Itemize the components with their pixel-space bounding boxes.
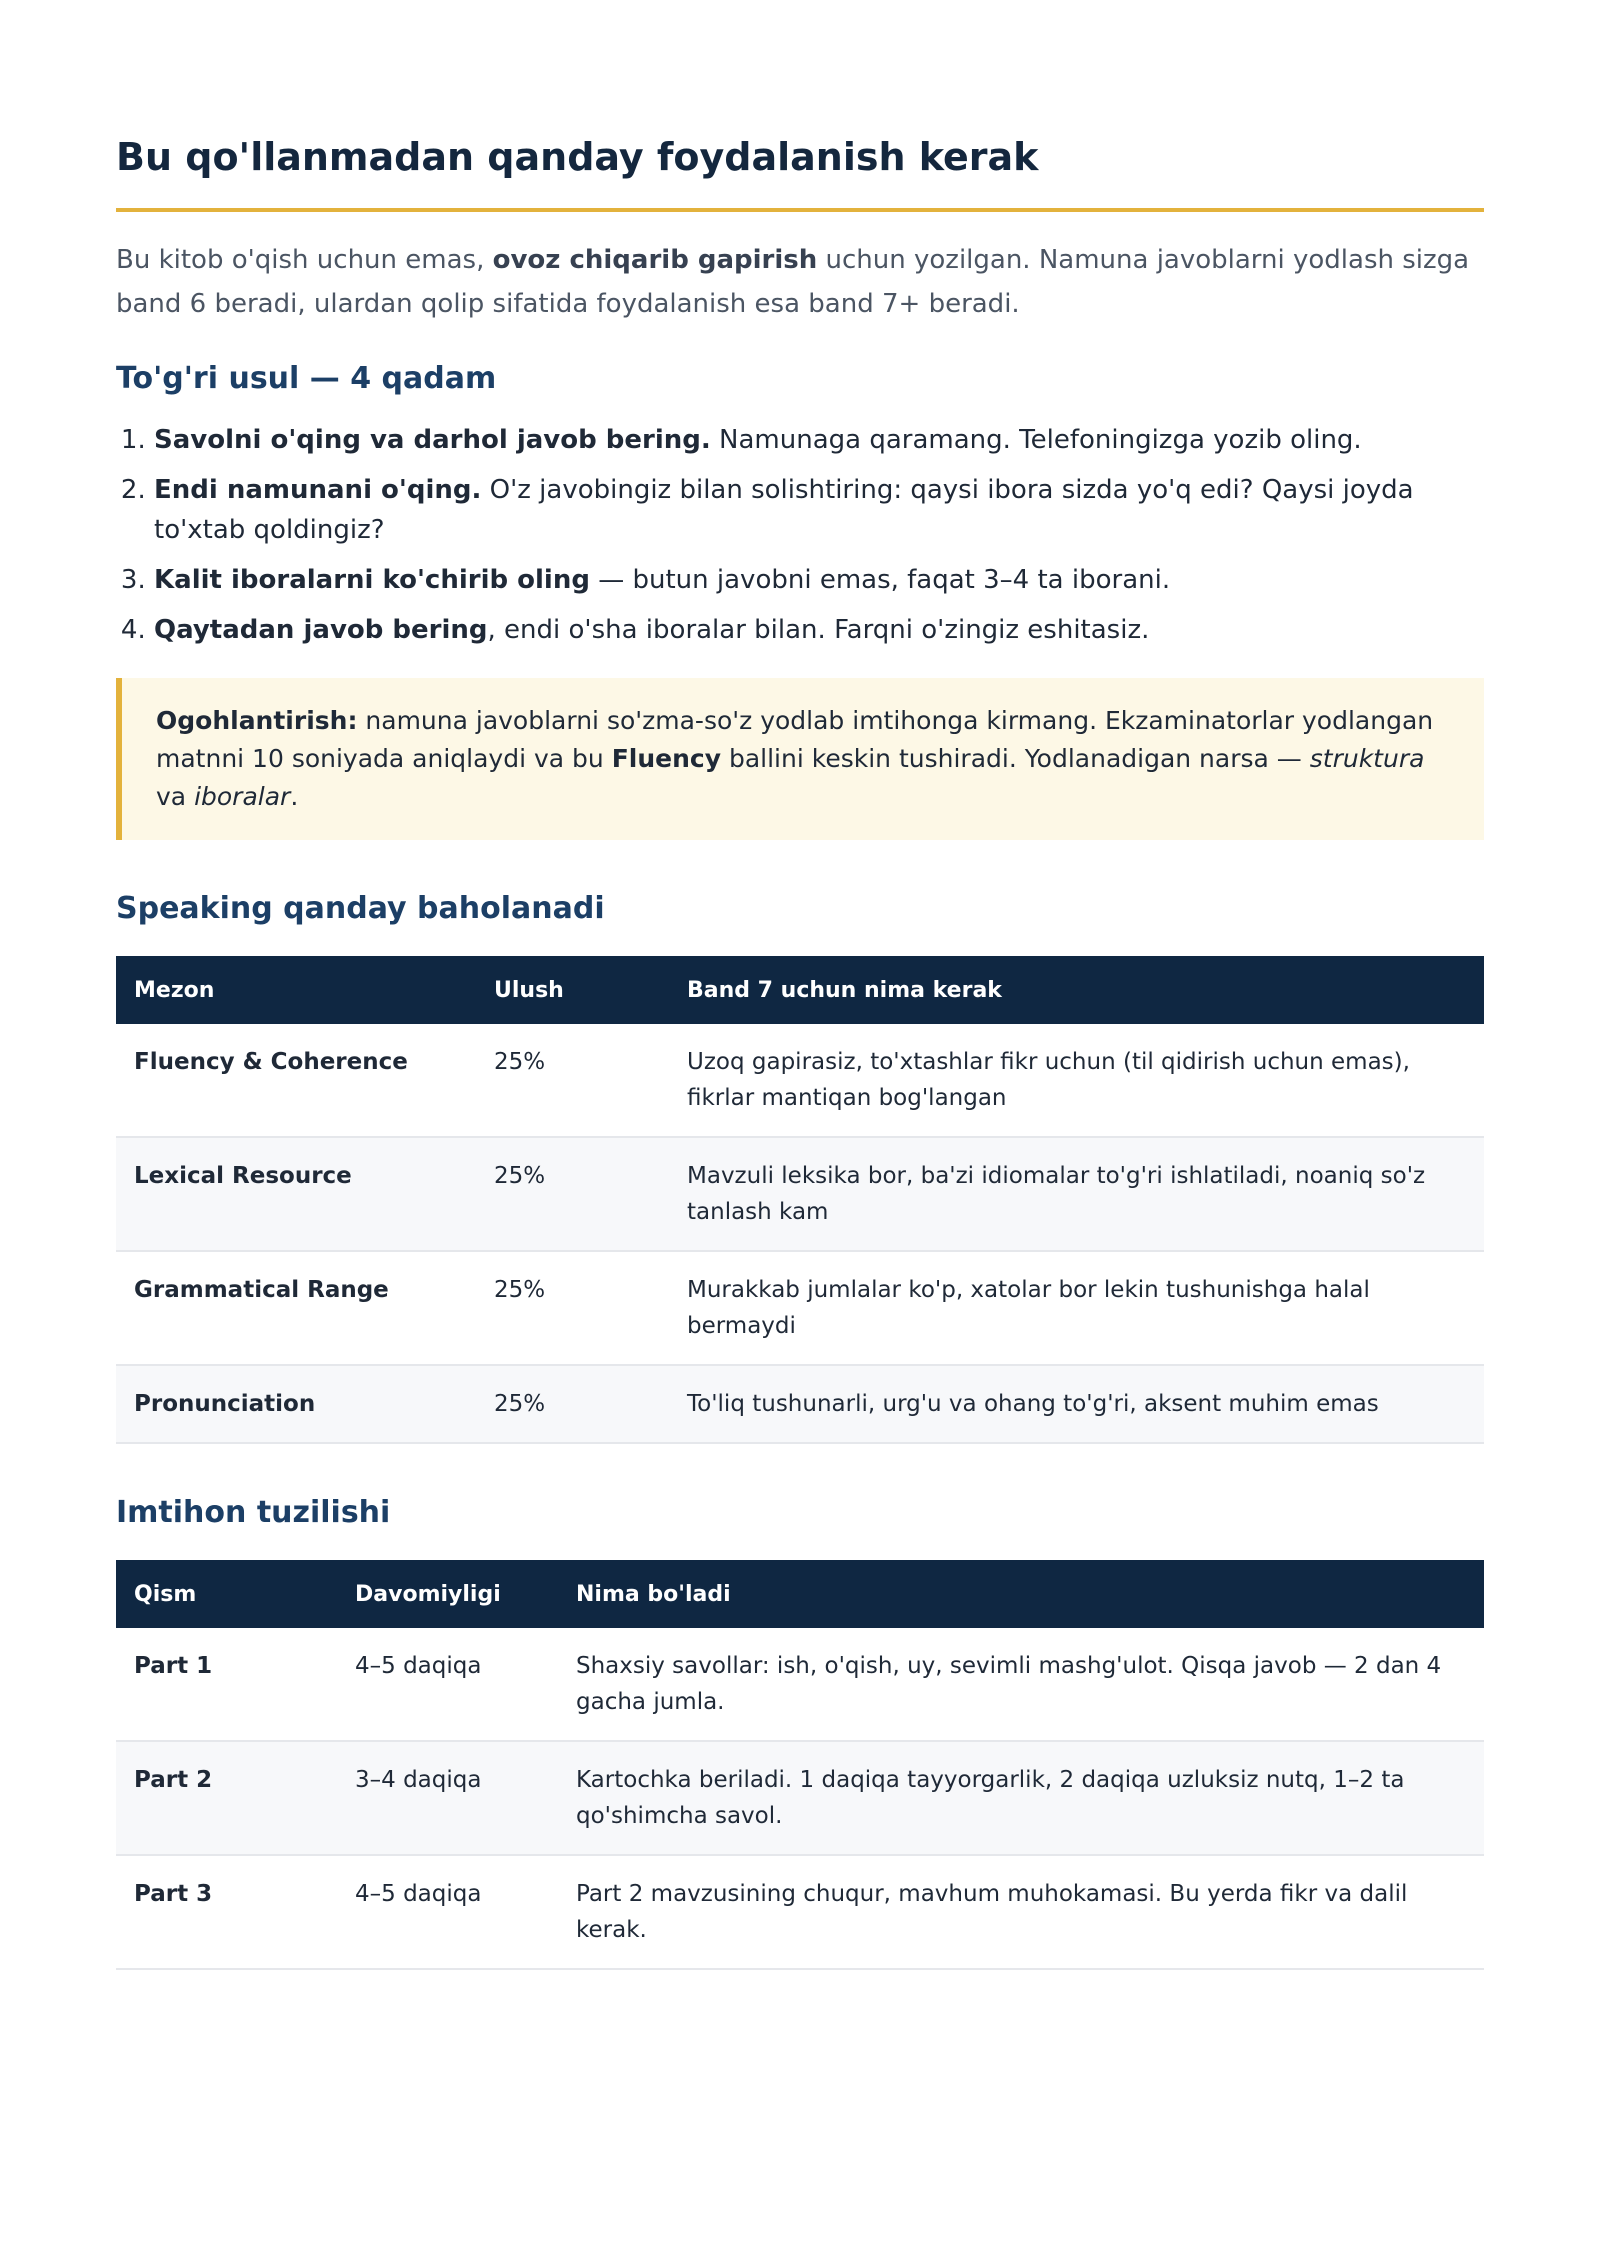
column-header: Mezon [116,956,476,1024]
table-cell: Uzoq gapirasiz, to'xtashlar fikr uchun (til qidirish uchun emas), fikrlar mantiqan bog'langan [669,1024,1484,1137]
warning-callout [116,678,1484,840]
step-text: O'z javobingiz bilan solishtiring: qaysi ibora sizda yo'q edi? Qaysi joyda to'xtab qoldingiz? [154,475,1414,545]
table-cell: To'liq tushunarli, urg'u va ohang to'g'ri, aksent muhim emas [669,1365,1484,1443]
table-cell: 25% [476,1137,669,1251]
step-text: Namunaga qaramang. Telefoningizga yozib oling. [710,425,1362,455]
step-bold: Endi namunani o'qing. [154,475,482,505]
column-header: Nima bo'ladi [558,1560,1484,1628]
list-item [154,610,1484,650]
table-cell: Fluency & Coherence [116,1024,476,1137]
table-cell: 25% [476,1024,669,1137]
warning-italic: struktura [1309,744,1425,773]
table-row [116,1137,1484,1251]
table-cell: 3–4 daqiqa [337,1741,558,1855]
step-bold: Savolni o'qing va darhol javob bering. [154,425,711,455]
steps-heading: To'g'ri usul — 4 qadam [116,361,497,396]
table-cell: 4–5 daqiqa [337,1628,558,1741]
warning-italic: iboralar [194,782,291,811]
warning-text: . [290,782,299,811]
steps-list [116,420,1484,650]
table-cell: Lexical Resource [116,1137,476,1251]
table-cell: Part 2 [116,1741,337,1855]
warning-text: va [156,782,195,811]
table-cell: Part 2 mavzusining chuqur, mavhum muhokamasi. Bu yerda fikr va dalil kerak. [558,1855,1484,1969]
table-row [116,1251,1484,1365]
table-cell: Pronunciation [116,1365,476,1443]
table-row [116,1741,1484,1855]
table-row [116,1365,1484,1443]
title-divider [116,208,1484,212]
warning-bold: Fluency [611,744,722,773]
column-header: Qism [116,1560,337,1628]
step-text: — butun javobni emas, faqat 3–4 ta iborani. [589,565,1171,595]
page-title: Bu qo'llanmadan qanday foydalanish kerak [116,135,1039,179]
table-row [116,1024,1484,1137]
warning-label: Ogohlantirish: [156,706,358,735]
step-bold: Qaytadan javob bering [154,615,488,645]
table-cell: Grammatical Range [116,1251,476,1365]
table-header-row [116,1560,1484,1628]
intro-paragraph [116,238,1484,326]
column-header: Davomiyligi [337,1560,558,1628]
column-header: Band 7 uchun nima kerak [669,956,1484,1024]
table-row [116,1628,1484,1741]
table-header-row [116,956,1484,1024]
list-item [154,420,1484,460]
column-header: Ulush [476,956,669,1024]
intro-text-2: uchun yozilgan. Namuna javoblarni yodlash sizga band 6 beradi, ulardan qolip sifatida foydalanish esa band 7+ beradi. [116,245,1470,319]
table-cell: Kartochka beriladi. 1 daqiqa tayyorgarlik, 2 daqiqa uzluksiz nutq, 1–2 ta qo'shimcha savol. [558,1741,1484,1855]
warning-text: ballini keskin tushiradi. Yodlanadigan narsa — [721,744,1310,773]
criteria-heading: Speaking qanday baholanadi [116,891,605,926]
warning-text: namuna javoblarni so'zma-so'z yodlab imtihonga kirmang. Ekzaminatorlar yodlangan matnni 10 soniyada aniqlaydi va bu [156,706,1434,773]
exam-table [116,1560,1484,1970]
intro-text-1: Bu kitob o'qish uchun emas, [116,245,493,275]
table-cell: Shaxsiy savollar: ish, o'qish, uy, sevimli mashg'ulot. Qisqa javob — 2 dan 4 gacha jumla. [558,1628,1484,1741]
table-cell: 25% [476,1365,669,1443]
table-row [116,1855,1484,1969]
table-cell: Part 3 [116,1855,337,1969]
intro-bold: ovoz chiqarib gapirish [492,245,818,275]
exam-heading: Imtihon tuzilishi [116,1495,391,1530]
list-item [154,560,1484,600]
criteria-table [116,956,1484,1444]
table-cell: Mavzuli leksika bor, ba'zi idiomalar to'g'ri ishlatiladi, noaniq so'z tanlash kam [669,1137,1484,1251]
table-cell: 4–5 daqiqa [337,1855,558,1969]
list-item [154,470,1484,550]
table-cell: Part 1 [116,1628,337,1741]
step-bold: Kalit iboralarni ko'chirib oling [154,565,590,595]
table-cell: 25% [476,1251,669,1365]
table-cell: Murakkab jumlalar ko'p, xatolar bor lekin tushunishga halal bermaydi [669,1251,1484,1365]
step-text: , endi o'sha iboralar bilan. Farqni o'zingiz eshitasiz. [487,615,1150,645]
